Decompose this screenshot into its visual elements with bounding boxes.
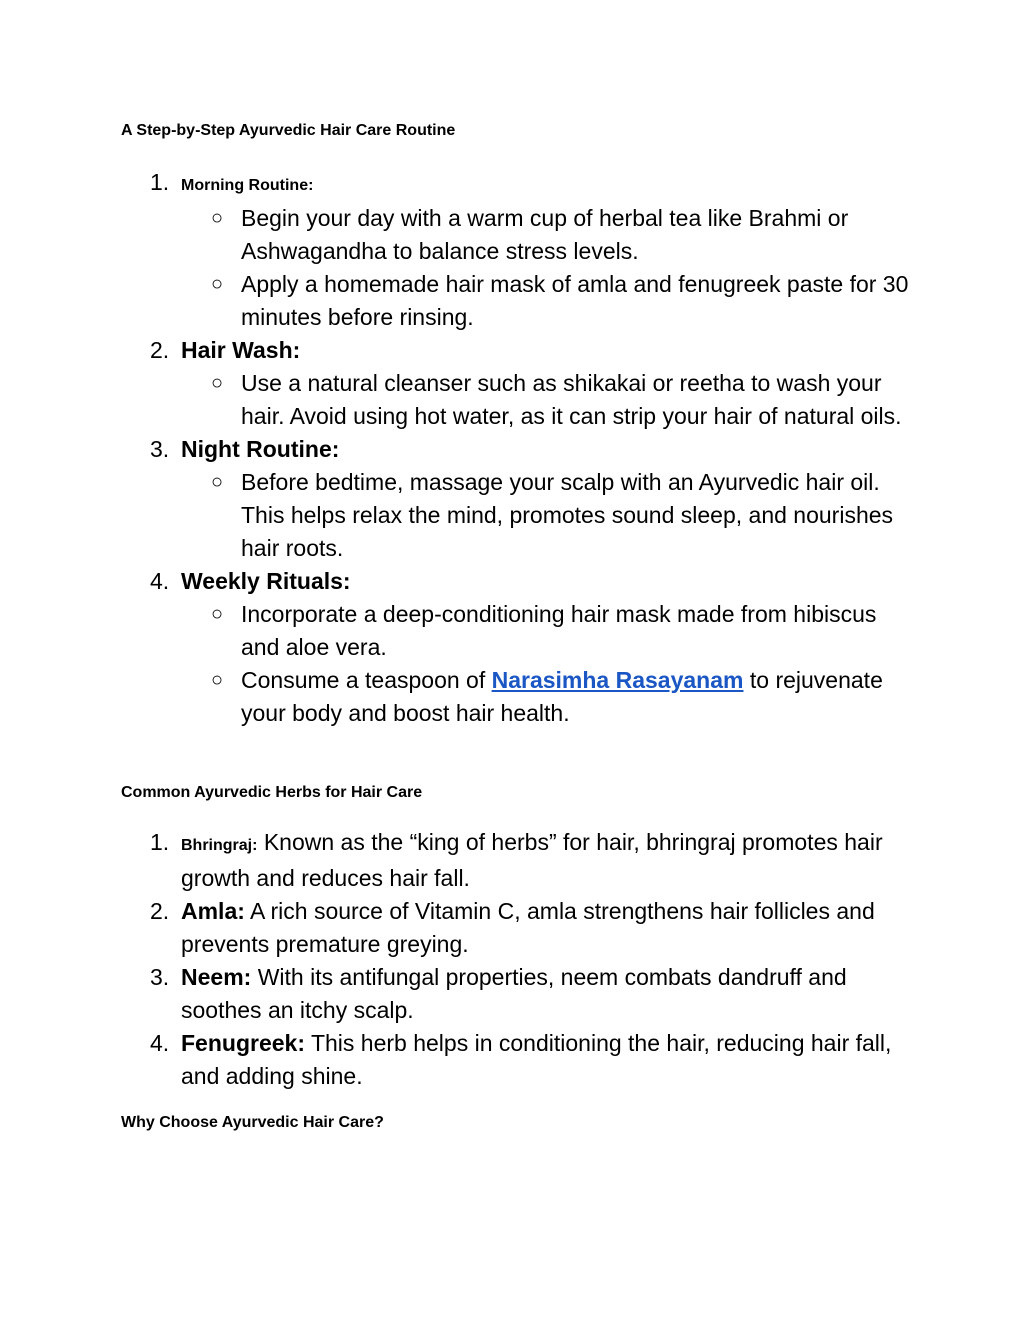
herb-name: Neem: xyxy=(181,964,252,990)
herb-description: With its antifungal properties, neem combats dandruff and soothes an itchy scalp. xyxy=(181,964,847,1023)
routine-item-head xyxy=(0,334,911,367)
herb-item-neem xyxy=(0,961,1024,1027)
herb-item-text xyxy=(0,961,911,1027)
sub-item-text-after: to rejuvenate your body and boost hair health. xyxy=(241,667,883,726)
routine-item-head xyxy=(0,565,911,598)
circle-bullet-icon: ○ xyxy=(211,372,224,394)
circle-bullet-icon: ○ xyxy=(211,273,224,295)
circle-bullet-icon: ○ xyxy=(211,207,224,229)
routine-sub-item xyxy=(0,367,911,433)
why-heading: Why Choose Ayurvedic Hair Care? xyxy=(121,1114,384,1131)
routine-heading: A Step-by-Step Ayurvedic Hair Care Routine xyxy=(121,122,456,139)
sub-item-text: Before bedtime, massage your scalp with an Ayurvedic hair oil. This helps relax the mind, promotes sound sleep, and nourishes hair roots. xyxy=(241,469,894,561)
routine-item-weekly xyxy=(0,565,1024,730)
circle-bullet-icon: ○ xyxy=(211,603,224,625)
sub-item-text: Begin your day with a warm cup of herbal tea like Brahmi or Ashwagandha to balance stress levels. xyxy=(241,205,849,264)
list-number: 4. xyxy=(150,1030,170,1056)
routine-item-morning xyxy=(0,166,1024,334)
herb-item-bhringraj xyxy=(0,826,1024,895)
herb-name: Fenugreek: xyxy=(181,1030,305,1056)
circle-bullet-icon: ○ xyxy=(211,471,224,493)
herb-item-text xyxy=(0,895,911,961)
herbs-heading: Common Ayurvedic Herbs for Hair Care xyxy=(121,784,423,801)
herb-name: Bhringraj: xyxy=(181,837,258,854)
list-number: 1. xyxy=(150,829,170,855)
routine-item-night xyxy=(0,433,1024,565)
routine-sub-item xyxy=(0,598,911,664)
routine-item-hair-wash xyxy=(0,334,1024,433)
herb-item-text xyxy=(0,1027,911,1093)
herb-description: Known as the “king of herbs” for hair, bhringraj promotes hair growth and reduces hair fall. xyxy=(181,829,883,891)
sub-item-text-before: Consume a teaspoon of xyxy=(241,667,492,693)
list-number: 3. xyxy=(150,964,170,990)
routine-item-label: Hair Wash: xyxy=(181,337,301,363)
narasimha-rasayanam-link[interactable]: Narasimha Rasayanam xyxy=(491,667,744,693)
list-number: 3. xyxy=(150,436,170,462)
routine-item-head xyxy=(0,166,911,202)
list-number: 1. xyxy=(150,169,170,195)
routine-sub-item xyxy=(0,664,911,730)
herb-item-fenugreek xyxy=(0,1027,1024,1093)
circle-bullet-icon: ○ xyxy=(211,669,224,691)
routine-item-label: Weekly Rituals: xyxy=(181,568,351,594)
herb-description: This herb helps in conditioning the hair, reducing hair fall, and adding shine. xyxy=(181,1030,892,1089)
sub-item-text: Apply a homemade hair mask of amla and fenugreek paste for 30 minutes before rinsing. xyxy=(241,271,909,330)
list-number: 4. xyxy=(150,568,170,594)
routine-item-head xyxy=(0,433,911,466)
routine-item-label: Night Routine: xyxy=(181,436,340,462)
sub-item-text: Use a natural cleanser such as shikakai or reetha to wash your hair. Avoid using hot water, as it can strip your hair of natural oils. xyxy=(241,370,902,429)
herb-description: A rich source of Vitamin C, amla strengthens hair follicles and prevents premature greying. xyxy=(181,898,875,957)
herb-name: Amla: xyxy=(181,898,245,924)
list-number: 2. xyxy=(150,337,170,363)
routine-sub-item xyxy=(0,202,911,268)
routine-sub-item xyxy=(0,268,911,334)
routine-list xyxy=(0,166,1024,730)
herb-item-text xyxy=(0,826,911,895)
list-number: 2. xyxy=(150,898,170,924)
sub-item-text: Incorporate a deep-conditioning hair mask made from hibiscus and aloe vera. xyxy=(241,601,877,660)
herbs-list xyxy=(0,826,1024,1093)
herb-item-amla xyxy=(0,895,1024,961)
routine-sub-item xyxy=(0,466,911,565)
routine-item-label: Morning Routine: xyxy=(181,177,314,194)
